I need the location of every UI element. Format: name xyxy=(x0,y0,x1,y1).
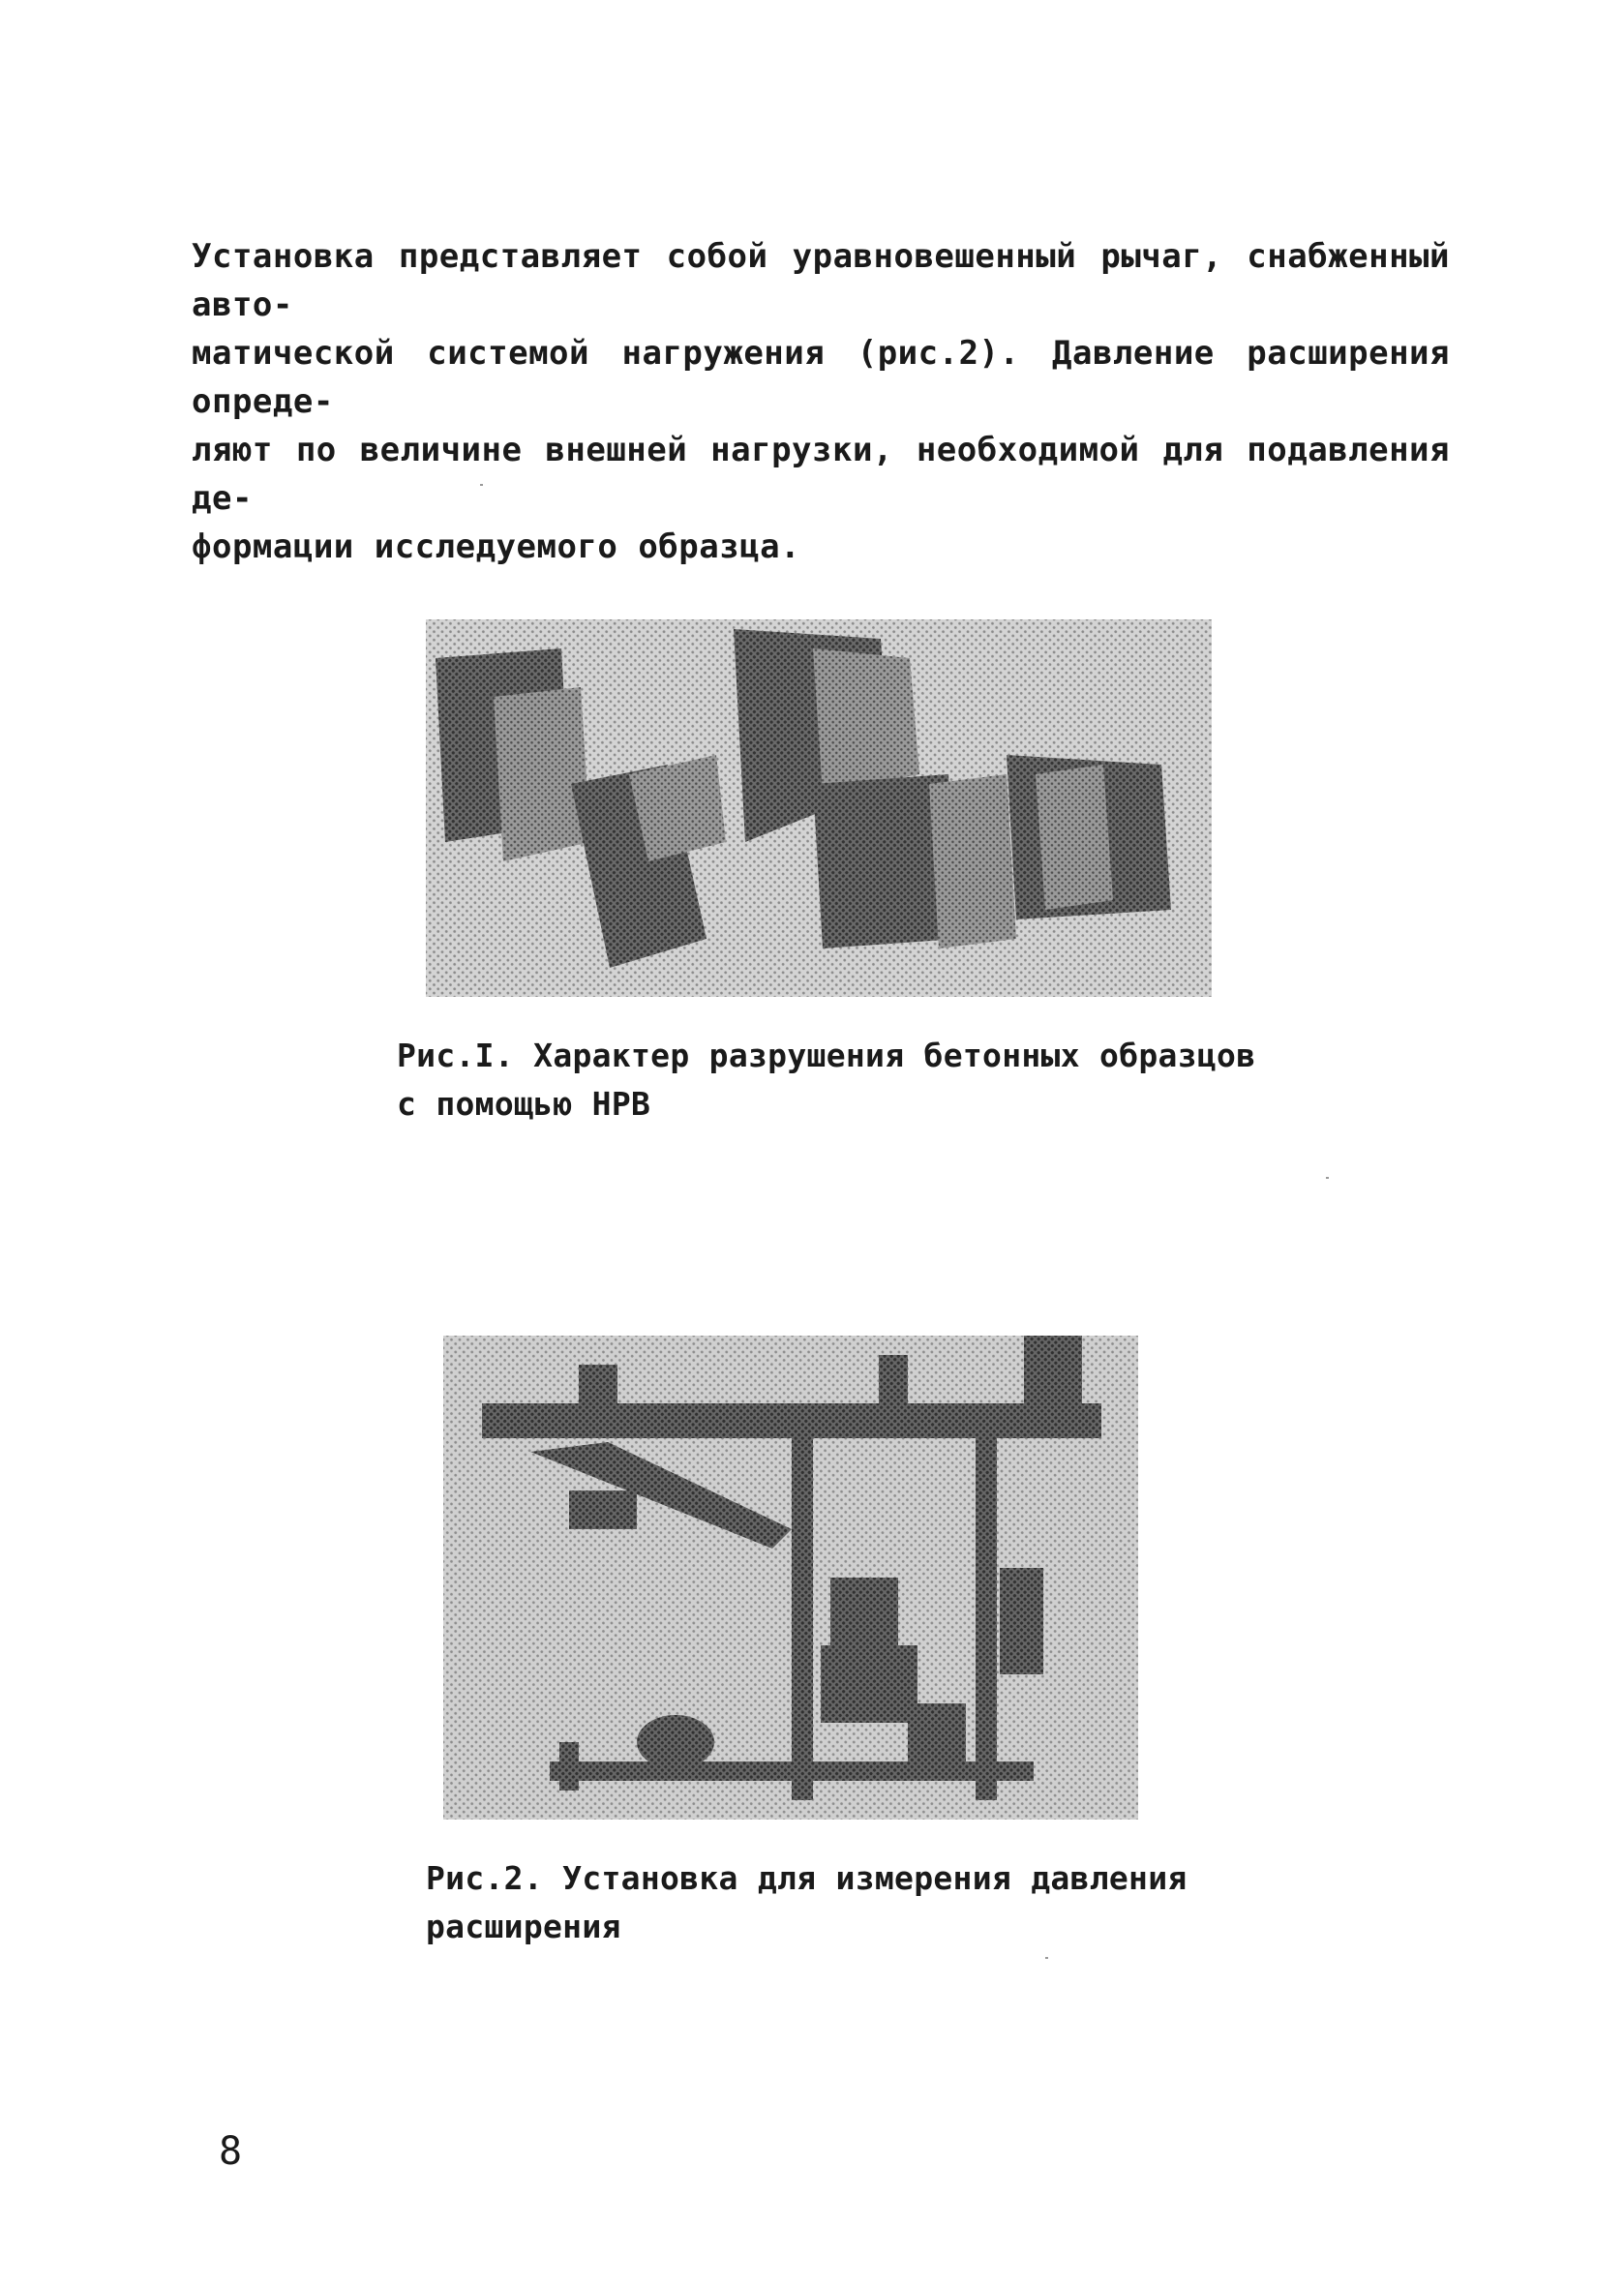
specimen-left-middle xyxy=(494,687,590,861)
frame-post-right xyxy=(976,1432,997,1800)
base-rail xyxy=(550,1761,1034,1781)
scan-speck xyxy=(1045,1957,1048,1959)
figure-1-photo xyxy=(426,619,1212,997)
scan-speck xyxy=(480,484,483,486)
specimen-right-fragment xyxy=(929,774,1016,948)
figure-2-caption-line-1: Рис.2. Установка для измерения давления xyxy=(426,1859,1188,1897)
frame-post-left xyxy=(792,1432,813,1800)
figure-1-caption-line-1: Рис.I. Характер разрушения бетонных образцов xyxy=(397,1037,1256,1074)
figure-2-caption-line-2: расширения xyxy=(426,1908,621,1945)
paragraph-line-3: ляют по величине внешней нагрузки, необходимой для подавления де- xyxy=(192,431,1450,518)
figure-2-caption xyxy=(426,1854,1188,1951)
motor-drum xyxy=(637,1715,714,1769)
body-paragraph xyxy=(192,232,1450,571)
specimen-right-top xyxy=(813,648,919,794)
paragraph-line-1: Установка представляет собой уравновешенный рычаг, снабженный авто- xyxy=(192,237,1450,324)
paragraph-line-4: формации исследуемого образца. xyxy=(192,527,801,566)
base-leg xyxy=(559,1742,579,1790)
top-mount xyxy=(879,1355,908,1413)
press-housing xyxy=(821,1645,917,1723)
page-number: 8 xyxy=(219,2129,243,2174)
figure-1-caption xyxy=(397,1032,1255,1128)
figure-1-caption-line-2: с помощью НРВ xyxy=(397,1085,651,1123)
small-motor xyxy=(908,1703,966,1761)
specimen-far-right-face xyxy=(1036,765,1113,910)
load-block-right xyxy=(1024,1336,1082,1423)
scan-speck xyxy=(1326,1177,1329,1179)
figure-2-photo xyxy=(443,1336,1138,1820)
counterweight-left xyxy=(579,1365,617,1413)
fractured-concrete-specimens-image xyxy=(426,619,1212,997)
measurement-apparatus-image xyxy=(443,1336,1138,1820)
side-control-box xyxy=(1000,1568,1043,1674)
paragraph-line-2: матической системой нагружения (рис.2). Давление расширения опреде- xyxy=(192,334,1450,421)
bracket-block xyxy=(569,1490,637,1529)
